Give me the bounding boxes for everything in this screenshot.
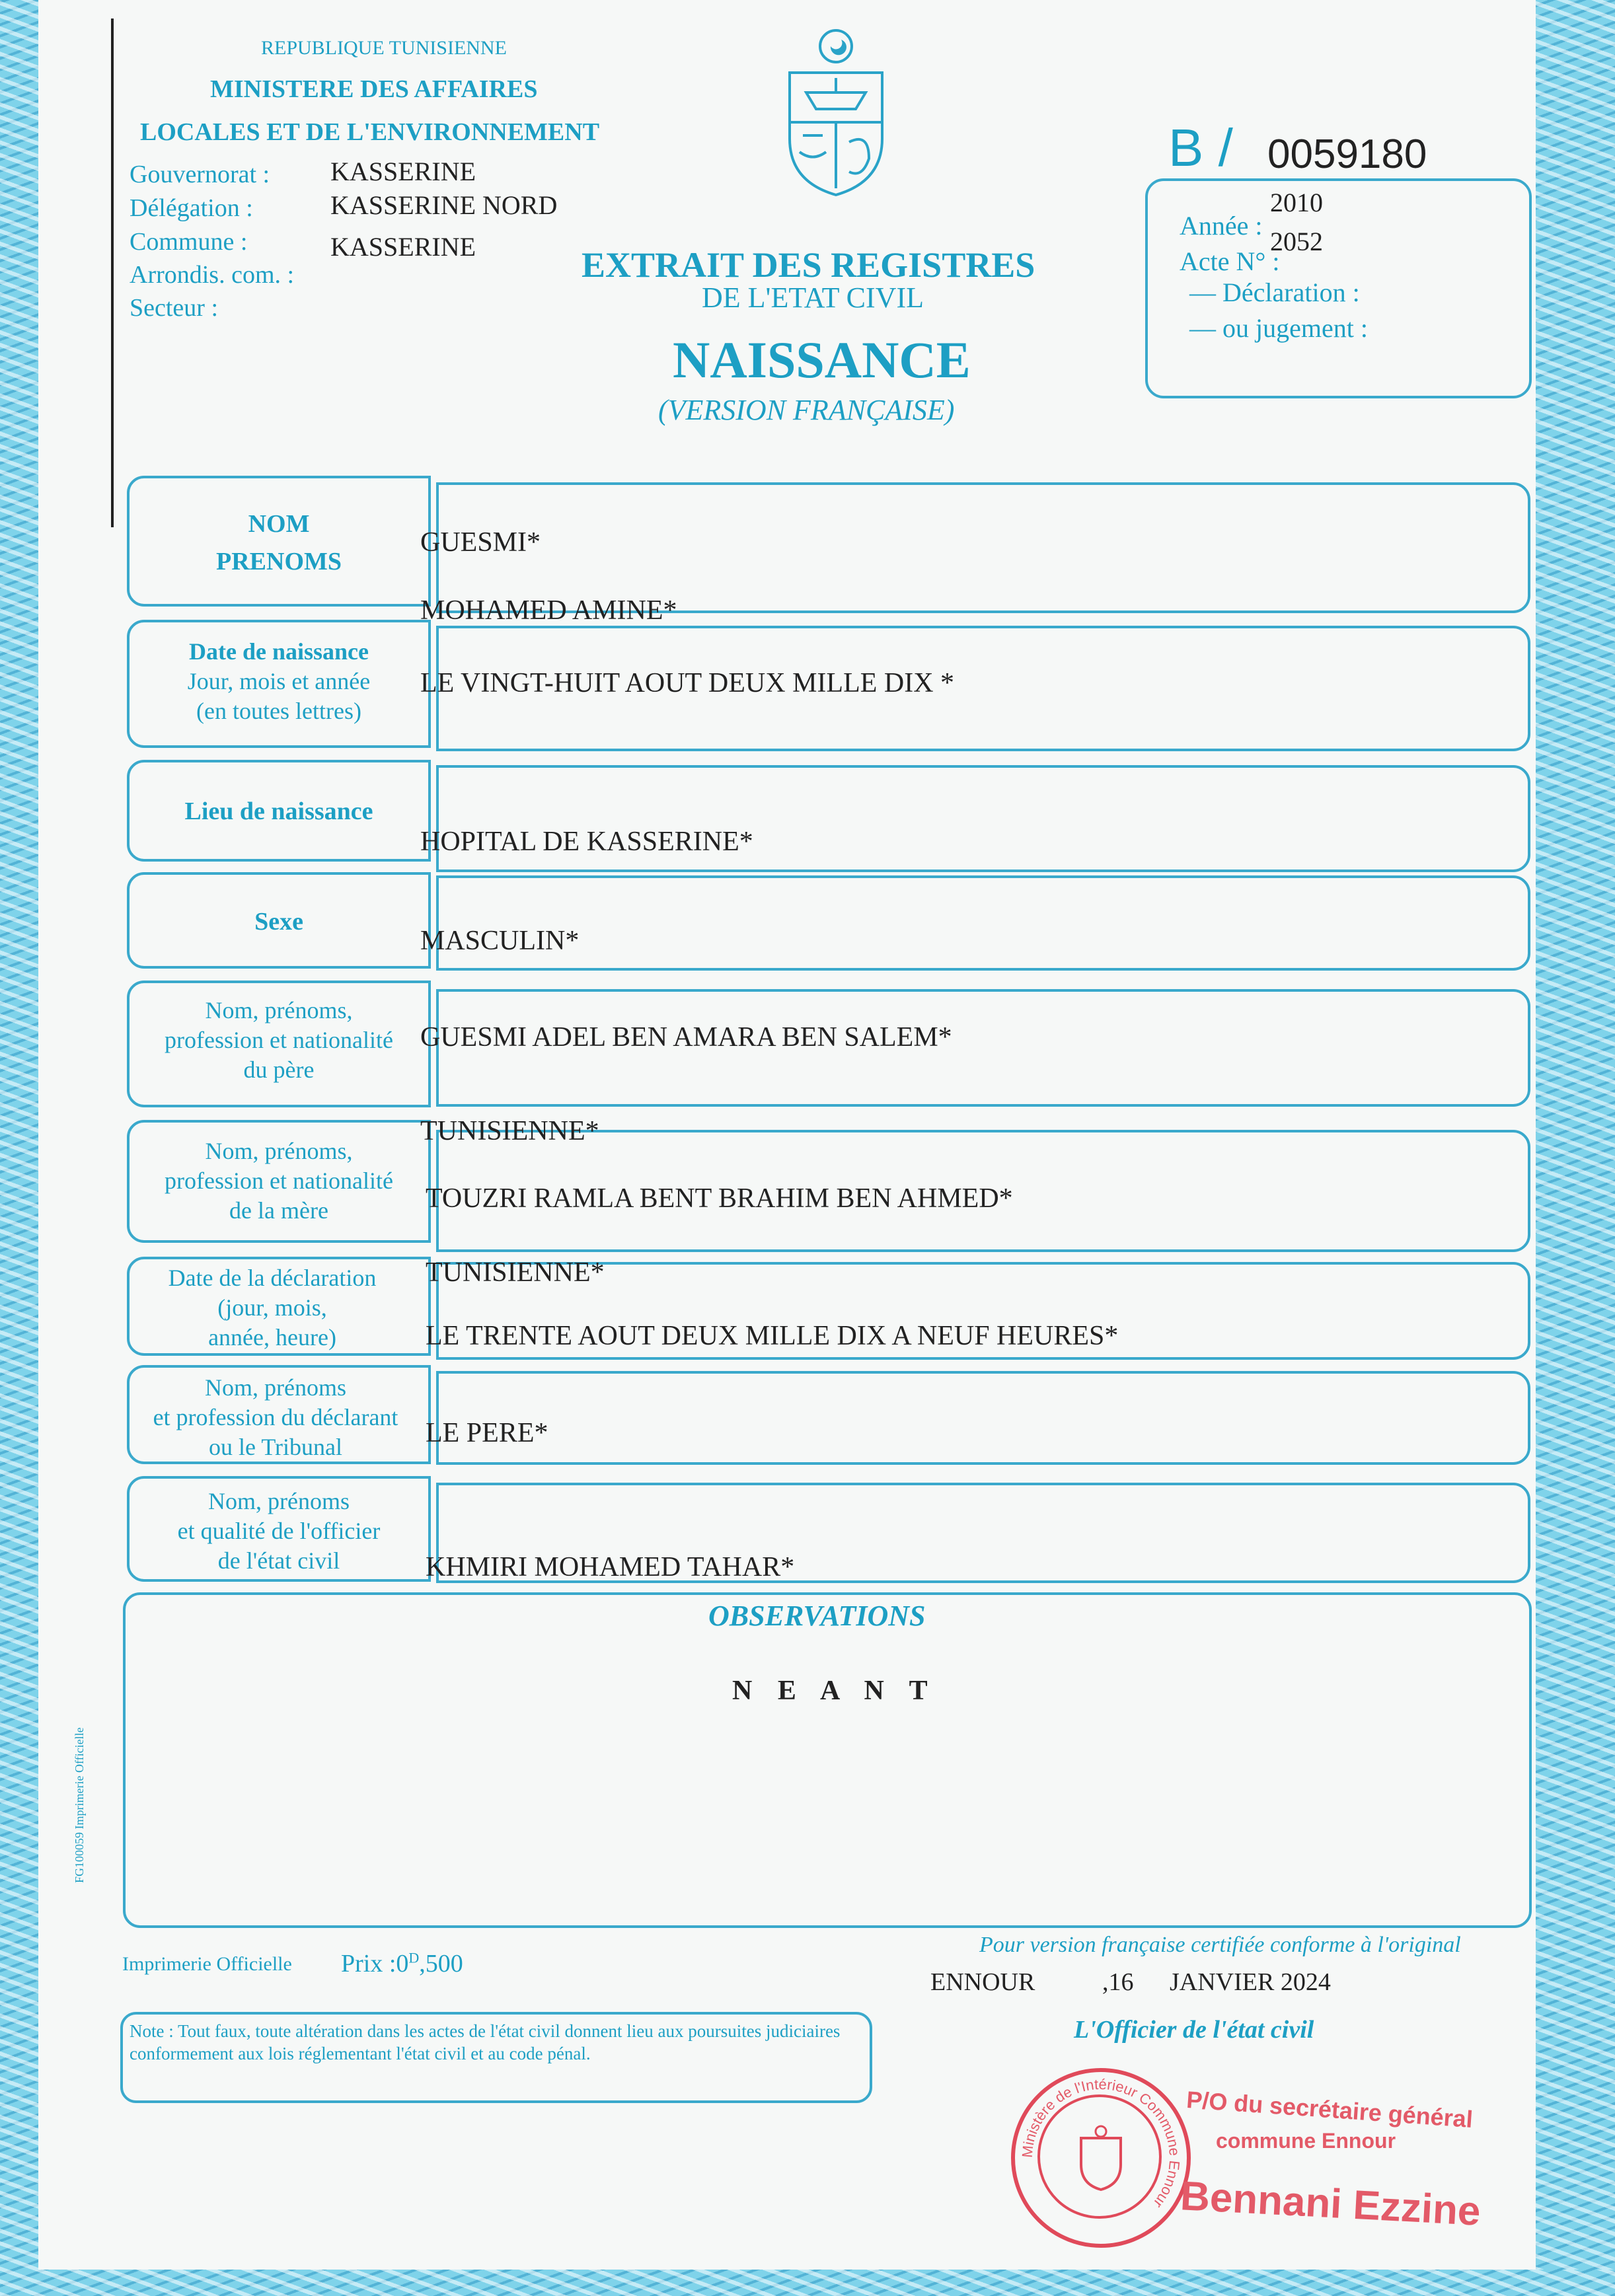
prix-tail: ,500: [419, 1950, 463, 1978]
stamp-signature: Bennani Ezzine: [1179, 2173, 1482, 2235]
row-sexe-value-cell: [436, 875, 1530, 971]
officier-value: KHMIRI MOHAMED TAHAR*: [426, 1552, 795, 1582]
prenoms-value: MOHAMED AMINE*: [420, 595, 677, 626]
note-text: Tout faux, toute altération dans les actes de l'état civil donnent lieu aux poursuites judiciaires conformement aux lois réglementant l'état civil et au code pénal.: [130, 2021, 841, 2063]
date-label-block: [127, 637, 431, 726]
date-value: LE VINGT-HUIT AOUT DEUX MILLE DIX *: [420, 668, 955, 698]
ministry-heading-line2: LOCALES ET DE L'ENVIRONNEMENT: [140, 118, 600, 146]
delegation-value: KASSERINE NORD: [330, 190, 558, 220]
issue-month-year: JANVIER 2024: [1170, 1968, 1331, 1996]
prix-block: [341, 1949, 463, 1978]
mere-label-line1: Nom, prénoms,: [205, 1138, 353, 1164]
jugement-label: — ou jugement :: [1189, 313, 1368, 343]
mere-label-block: [127, 1136, 431, 1226]
declaration-date-value: LE TRENTE AOUT DEUX MILLE DIX A NEUF HEURES*: [426, 1321, 1119, 1351]
row-nom-value-cell: [436, 482, 1530, 613]
gouvernorat-value: KASSERINE: [330, 157, 476, 186]
mere-value: TOUZRI RAMLA BENT BRAHIM BEN AHMED*: [426, 1183, 1013, 1214]
nom-value: GUESMI*: [420, 527, 541, 558]
acte-value: 2052: [1270, 227, 1323, 256]
declaration-date-label-line2: (jour, mois,: [217, 1294, 327, 1321]
gouvernorat-label: Gouvernorat :: [130, 161, 270, 188]
tunisia-emblem-icon: [770, 26, 902, 198]
pere-label-line3: du père: [243, 1056, 315, 1083]
pere-label-line2: profession et nationalité: [165, 1027, 393, 1053]
republic-heading: REPUBLIQUE TUNISIENNE: [261, 37, 507, 59]
commune-value: KASSERINE: [330, 232, 476, 262]
stamp-line1: P/O du secrétaire général: [1185, 2085, 1474, 2133]
officier-label-block: [127, 1487, 431, 1576]
imprimerie-label: Imprimerie Officielle: [122, 1953, 292, 1975]
declaration-date-label-line1: Date de la déclaration: [168, 1265, 377, 1291]
declaration-label: — Déclaration :: [1189, 278, 1360, 307]
prix-currency: D: [408, 1949, 420, 1966]
mere-label-line2: profession et nationalité: [165, 1167, 393, 1194]
ministry-heading-line1: MINISTERE DES AFFAIRES: [210, 75, 538, 103]
observations-value: N E A N T: [732, 1676, 937, 1706]
version-label: (VERSION FRANÇAISE): [658, 394, 955, 426]
nom-label: NOM: [248, 510, 310, 538]
secteur-label: Secteur :: [130, 294, 219, 322]
serial-number: 0059180: [1267, 131, 1427, 177]
date-label-line2: Jour, mois et année: [187, 668, 371, 694]
mere-nationality: TUNISIENNE*: [426, 1257, 605, 1288]
sexe-value: MASCULIN*: [420, 926, 580, 956]
declarant-label-line3: ou le Tribunal: [208, 1434, 343, 1460]
delegation-label: Délégation :: [130, 194, 253, 222]
officer-title: L'Officier de l'état civil: [1074, 2016, 1314, 2044]
row-declarant-value-cell: [436, 1371, 1530, 1465]
date-label-line1: Date de naissance: [189, 638, 369, 665]
fold-line: [111, 19, 114, 527]
security-border-right: [1536, 0, 1615, 2296]
officier-label-line2: et qualité de l'officier: [177, 1518, 381, 1544]
observations-box: [123, 1592, 1532, 1928]
issue-day: ,16: [1102, 1968, 1134, 1996]
commune-label: Commune :: [130, 228, 248, 256]
pere-label-block: [127, 996, 431, 1085]
document-title: EXTRAIT DES REGISTRES: [582, 245, 1035, 285]
declarant-label-block: [120, 1373, 431, 1462]
declarant-label-line1: Nom, prénoms: [205, 1374, 346, 1401]
prenoms-label: PRENOMS: [216, 548, 342, 575]
document-subtitle: DE L'ETAT CIVIL: [702, 281, 924, 314]
pere-value: GUESMI ADEL BEN AMARA BEN SALEM*: [420, 1022, 952, 1053]
arrondissement-label: Arrondis. com. :: [130, 261, 295, 289]
lieu-label: Lieu de naissance: [184, 797, 373, 825]
observations-title: OBSERVATIONS: [708, 1600, 926, 1632]
pere-label-line1: Nom, prénoms,: [205, 997, 353, 1023]
declarant-value: LE PERE*: [426, 1418, 548, 1448]
issue-place: ENNOUR: [930, 1968, 1035, 1996]
date-label-line3: (en toutes lettres): [196, 698, 361, 724]
serial-prefix: B /: [1168, 118, 1233, 177]
annee-value: 2010: [1270, 188, 1323, 217]
nom-label-block: [127, 505, 431, 581]
seal-ring-label: Ministère de l'Intérieur Commune Ennour: [1018, 2075, 1183, 2211]
seal-emblem-icon: [1074, 2125, 1127, 2191]
legal-note: [130, 2020, 863, 2065]
certificate-type: NAISSANCE: [673, 331, 971, 389]
annee-label: Année :: [1180, 211, 1263, 241]
municipal-seal-stamp: [1011, 2068, 1191, 2248]
declaration-date-label-line3: année, heure): [208, 1324, 336, 1351]
mere-label-line3: de la mère: [229, 1197, 328, 1224]
prix-label: Prix :: [341, 1950, 396, 1978]
certified-statement: Pour version française certifiée conforme à l'original: [979, 1933, 1461, 1957]
officier-label-line1: Nom, prénoms: [208, 1488, 350, 1514]
declarant-label-line2: et profession du déclarant: [153, 1404, 398, 1430]
side-print-code: FG100059 Imprimerie Officielle: [73, 1727, 86, 1883]
security-border-left: [0, 0, 38, 2296]
acte-label: Acte N° :: [1180, 246, 1280, 276]
note-prefix: Note :: [130, 2021, 174, 2041]
stamp-line2: commune Ennour: [1216, 2129, 1396, 2153]
declaration-date-label-block: [127, 1263, 418, 1352]
pere-nationality: TUNISIENNE*: [420, 1116, 599, 1146]
sexe-label: Sexe: [254, 908, 303, 936]
officier-label-line3: de l'état civil: [217, 1547, 340, 1574]
prix-value: 0: [396, 1950, 409, 1978]
lieu-value: HOPITAL DE KASSERINE*: [420, 827, 753, 857]
security-border-bottom: [0, 2270, 1615, 2296]
